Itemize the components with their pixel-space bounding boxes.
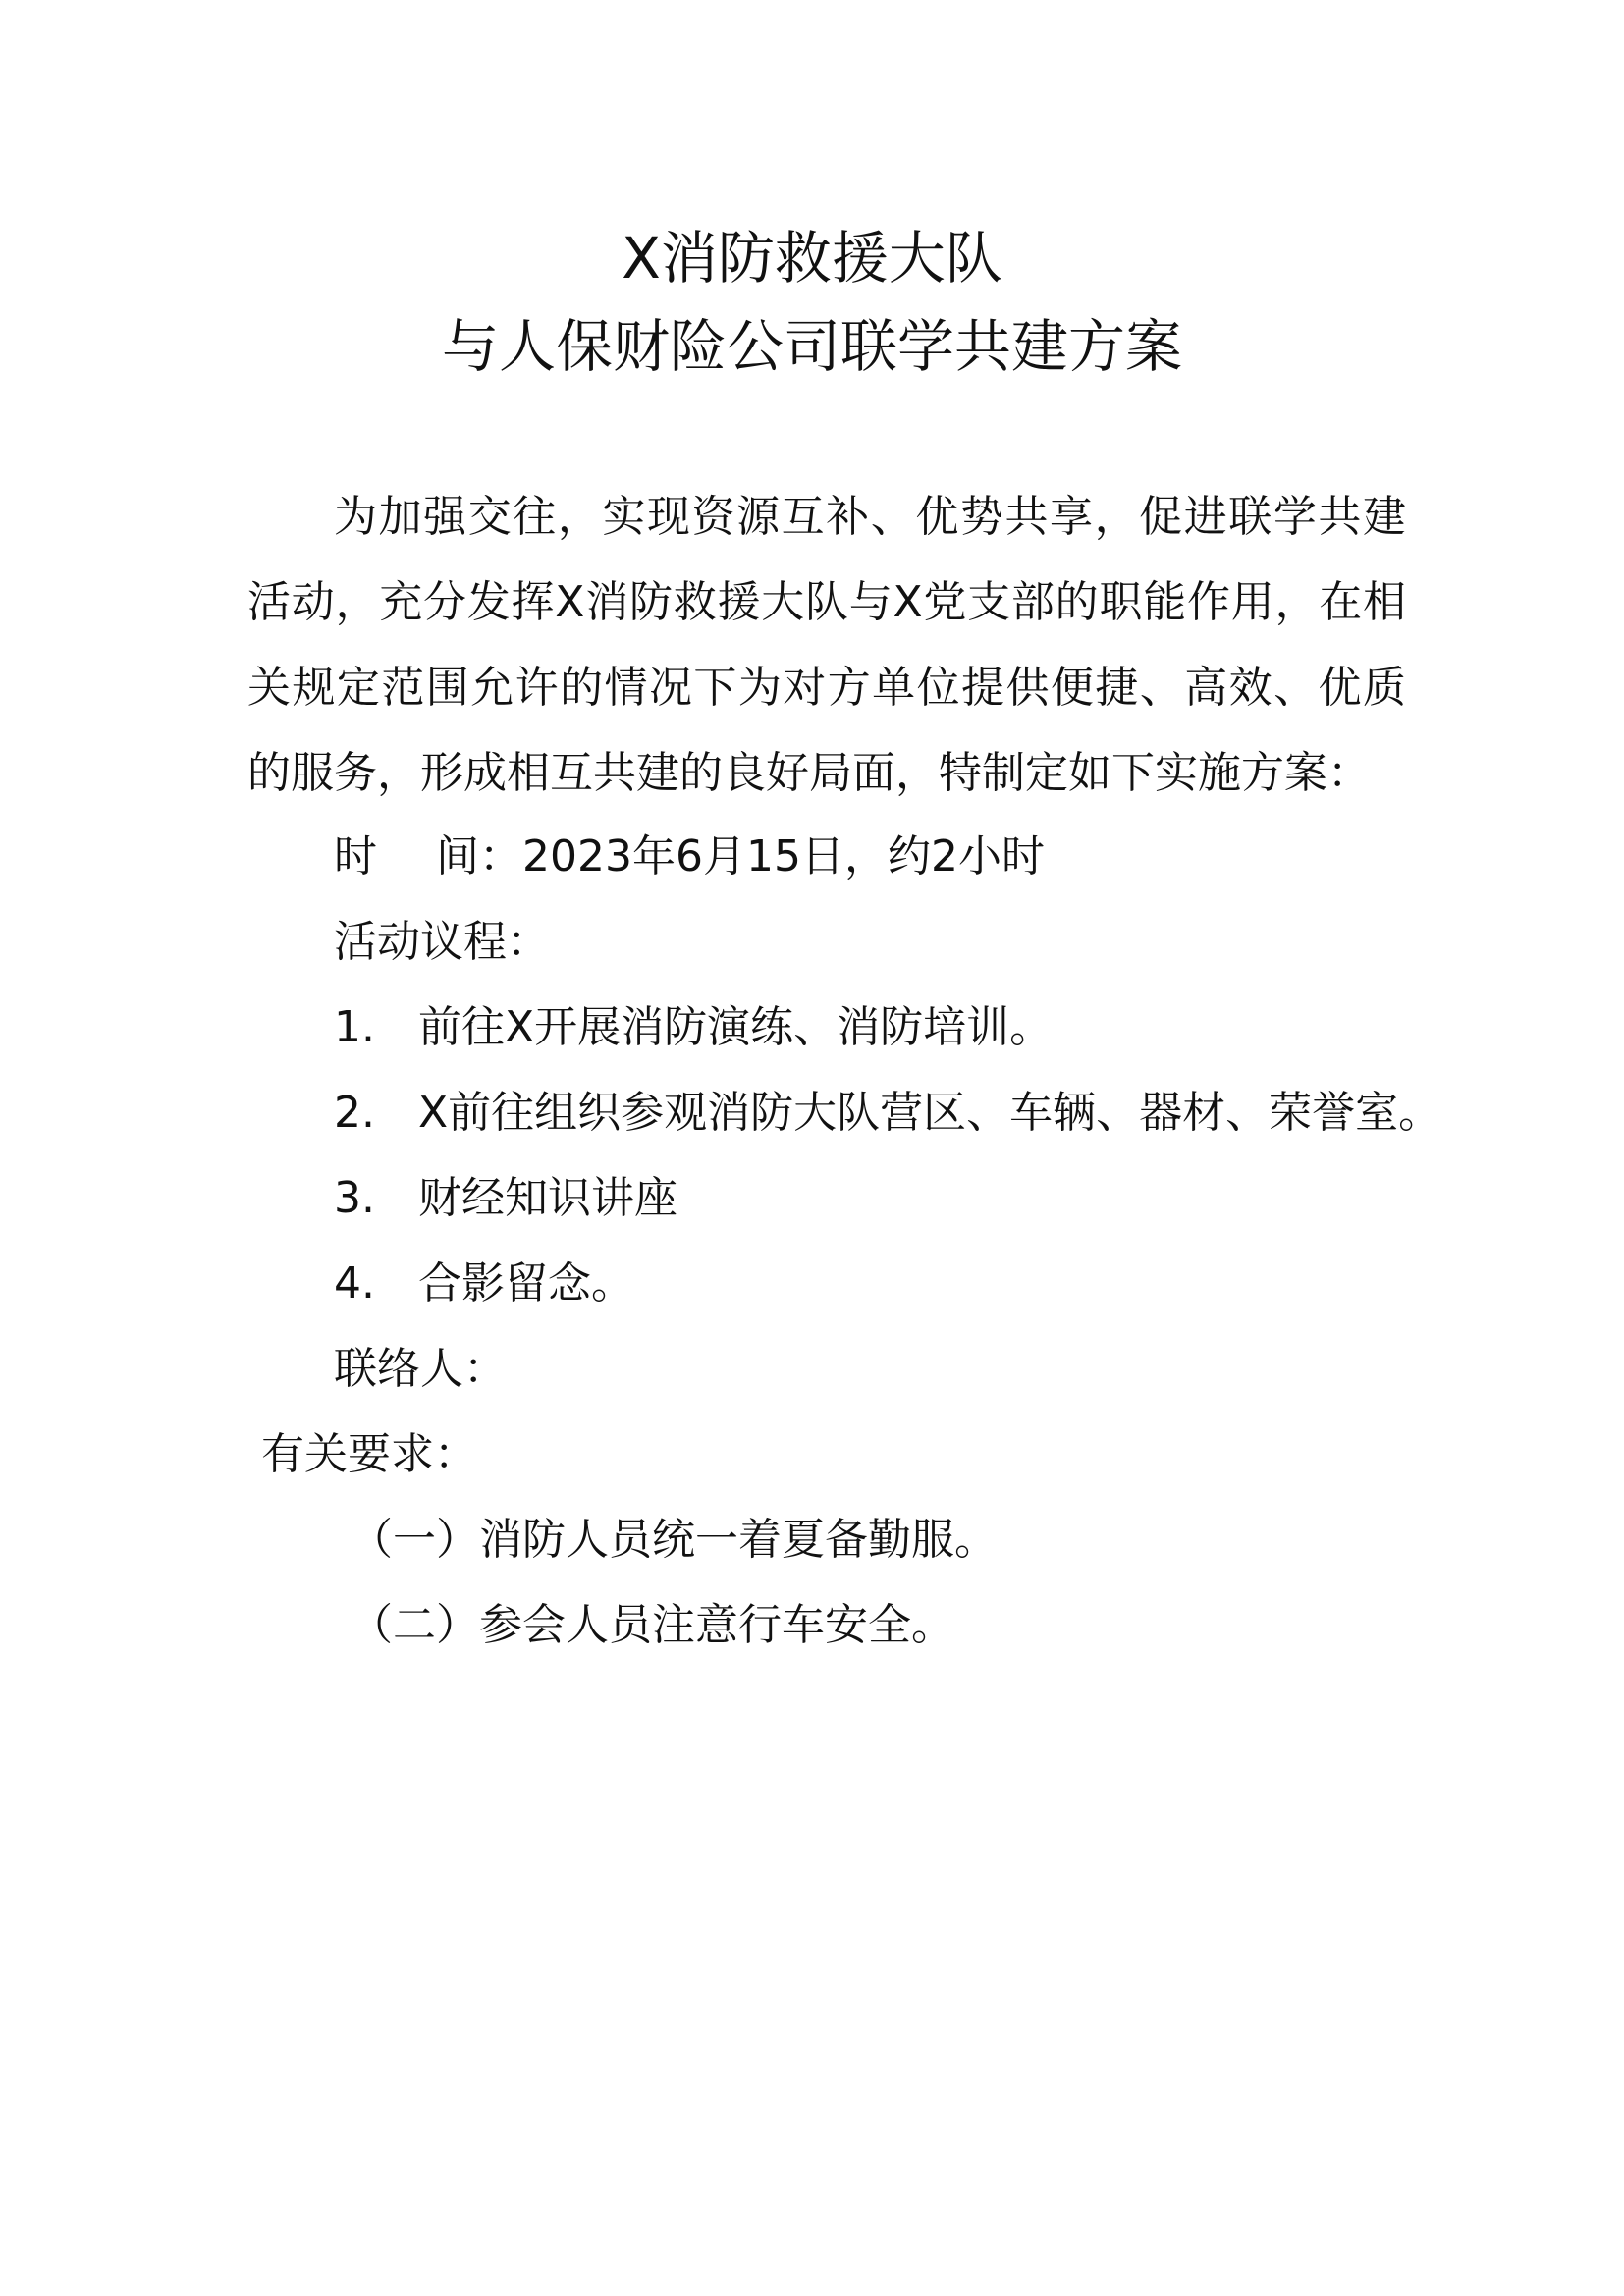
contact-label: 联络人：	[334, 1344, 507, 1394]
agenda-item-number: 3.	[334, 1173, 375, 1223]
agenda-item-text: X前往组织参观消防大队营区、车辆、器材、荣誉室。	[418, 1088, 1442, 1138]
time-value: 2023年6月15日，约2小时	[522, 831, 1045, 881]
agenda-item	[334, 1169, 677, 1228]
intro-paragraph: 为加强交往，实现资源互补、优势共享，促进联学共建活动，充分发挥X消防救援大队与X党支部的职能作用，在相关规定范围允许的情况下为对方单位提供便捷、高效、优质的服务，形成相互共建的良好局面，特制定如下实施方案：	[247, 492, 1406, 798]
agenda-label: 活动议程：	[334, 917, 550, 967]
requirement-item: （一）消防人员统一着夏备勤服。	[350, 1515, 998, 1565]
agenda-item-text: 前往X开展消防演练、消防培训。	[418, 1002, 1054, 1052]
time-label-char-1: 时	[334, 831, 377, 881]
agenda-item-number: 1.	[334, 1002, 375, 1052]
document-title-line-2: 与人保财险公司联学共建方案	[441, 313, 1182, 380]
time-label-char-2: 间：	[436, 831, 522, 881]
agenda-item	[334, 998, 1053, 1057]
agenda-item-text: 财经知识讲座	[418, 1173, 677, 1223]
requirement-item: （二）参会人员注意行车安全。	[350, 1600, 954, 1650]
agenda-item-text: 合影留念。	[418, 1258, 634, 1308]
agenda-item	[334, 1255, 634, 1313]
time-line	[334, 828, 1045, 886]
requirements-label: 有关要求：	[261, 1429, 477, 1479]
agenda-item	[334, 1084, 1441, 1143]
agenda-item-number: 4.	[334, 1258, 375, 1308]
agenda-item-number: 2.	[334, 1088, 375, 1138]
document-title-line-1: X消防救援大队	[622, 225, 1002, 292]
